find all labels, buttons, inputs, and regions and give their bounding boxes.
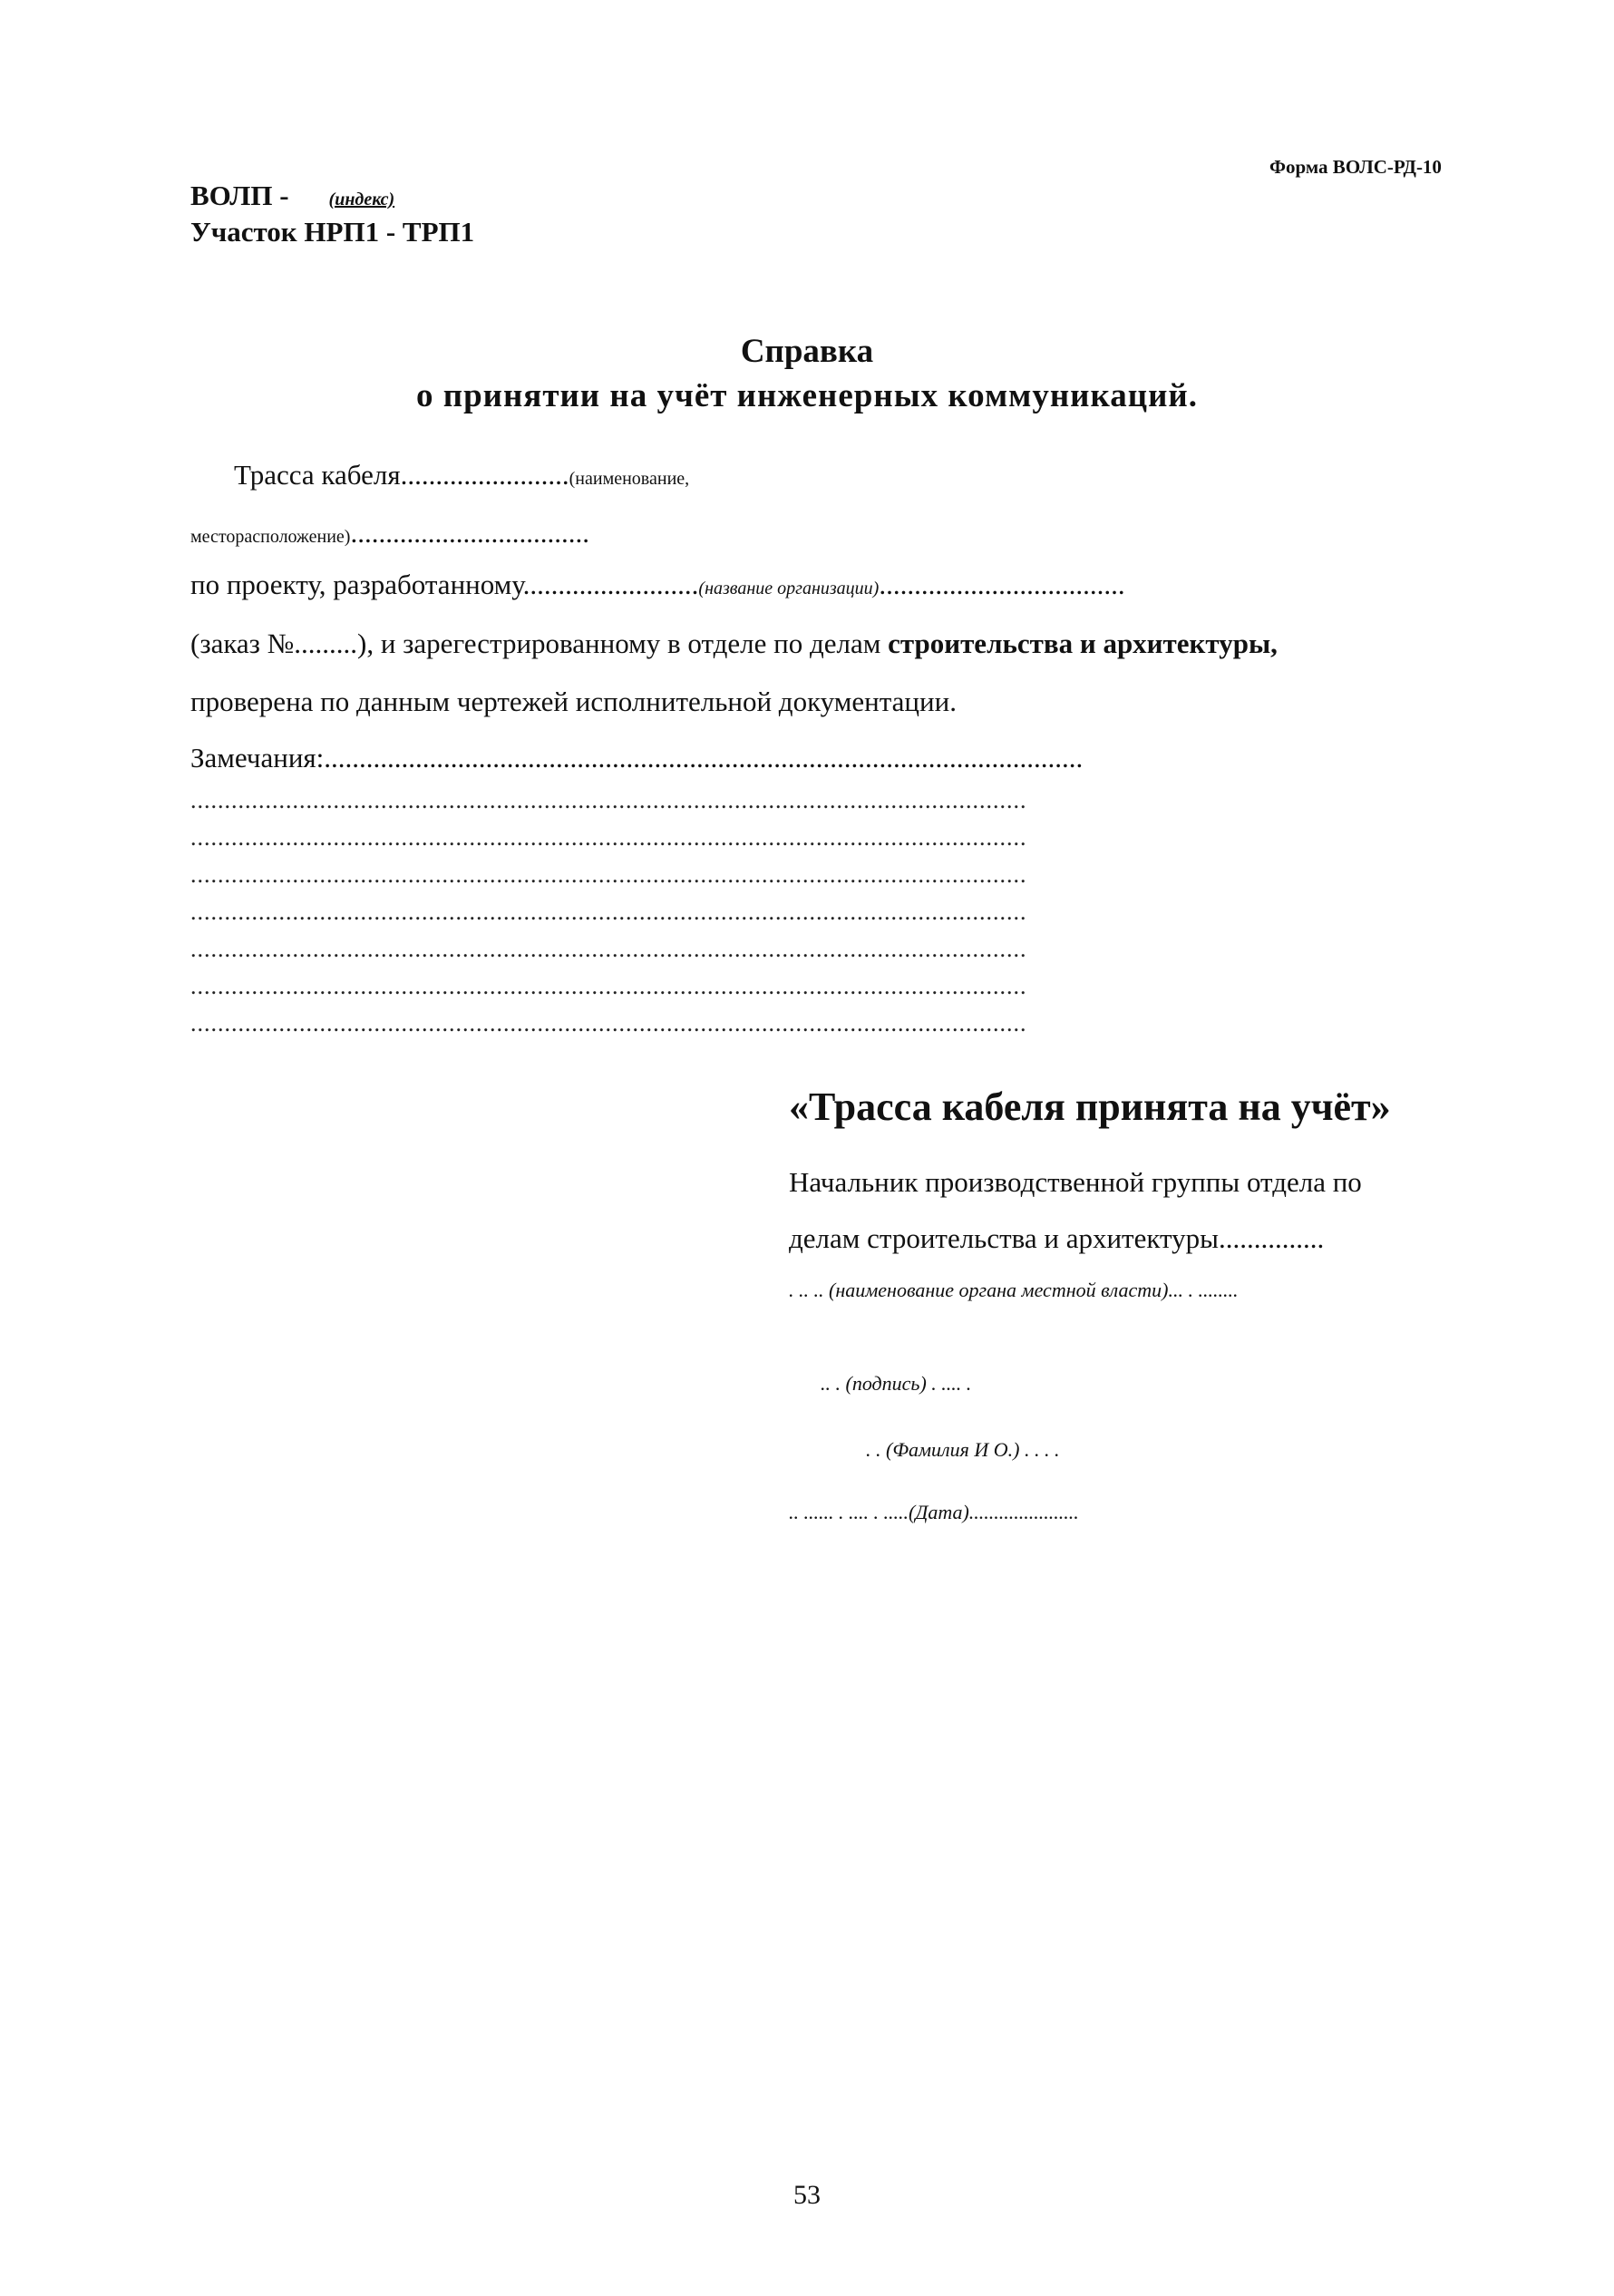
remarks-dots-line: ........................................................................................................................... [190, 936, 1027, 962]
remarks-dots-line: ........................................................................................................................... [190, 861, 1027, 888]
remarks-dots-line: ........................................................................................................................... [190, 973, 1027, 999]
location-dots: .................................. [350, 517, 589, 549]
route-hint: (наименование, [569, 469, 690, 489]
project-dots-1: ......................... [522, 569, 699, 600]
project-label: по проекту, разработанному [190, 569, 523, 600]
document-title: Справка [740, 333, 874, 370]
header-volp-prefix: ВОЛП - [190, 180, 289, 211]
project-hint: (название организации) [698, 579, 880, 598]
page-number: 53 [793, 2180, 821, 2210]
remarks-line [190, 742, 1083, 774]
order-text-bold: строительства и архитектуры, [888, 628, 1278, 659]
remarks-dots-line: ........................................................................................................................... [190, 824, 1027, 851]
location-hint: месторасположение) [190, 527, 351, 547]
authority-name-field: . .. .. (наименование органа местной власти)... . ........ [789, 1279, 1239, 1301]
order-line [190, 628, 1278, 660]
acceptance-stamp: «Трасса кабеля принята на учёт» [789, 1085, 1391, 1129]
signature-title-line1: Начальник производственной группы отдела по [789, 1166, 1362, 1198]
signature-title-line2-text: делам строительства и архитектуры [789, 1222, 1219, 1254]
document-subtitle: о принятии на учёт инженерных коммуникаций. [416, 377, 1198, 414]
route-label: Трасса кабеля [234, 459, 401, 491]
signature-title-line2-dots: ............... [1218, 1222, 1325, 1254]
signature-field: .. . (подпись) . .... . [821, 1372, 972, 1395]
location-line [190, 517, 589, 550]
remarks-label: Замечания: [190, 742, 325, 773]
remarks-dots-first: ............................................................................................................ [324, 742, 1084, 773]
header-line-volp [190, 180, 394, 212]
header-index-field: (индекс) [328, 190, 395, 209]
route-line [234, 459, 689, 491]
project-line [190, 569, 1125, 601]
date-field: .. ...... . .... . .....(Дата)...................... [789, 1501, 1079, 1523]
remarks-dots-line: ........................................................................................................................... [190, 899, 1027, 925]
remarks-dots-line: ........................................................................................................................... [190, 787, 1027, 813]
order-dots: ......... [294, 628, 358, 659]
project-dots-2: ................................... [879, 569, 1125, 600]
full-name-field: . . (Фамилия И О.) . . . . [866, 1438, 1060, 1461]
form-code: Форма ВОЛС-РД-10 [1269, 156, 1442, 178]
route-dots: ........................ [400, 459, 569, 491]
order-text-1: (заказ № [190, 628, 295, 659]
signature-title-line2 [789, 1222, 1324, 1255]
remarks-dots-line: ........................................................................................................................... [190, 1010, 1027, 1036]
header-line-section: Участок НРП1 - ТРП1 [190, 216, 475, 248]
checked-line: проверена по данным чертежей исполнительной документации. [190, 686, 957, 717]
order-text-2: ), и зарегестрированному в отделе по делам [357, 628, 881, 659]
